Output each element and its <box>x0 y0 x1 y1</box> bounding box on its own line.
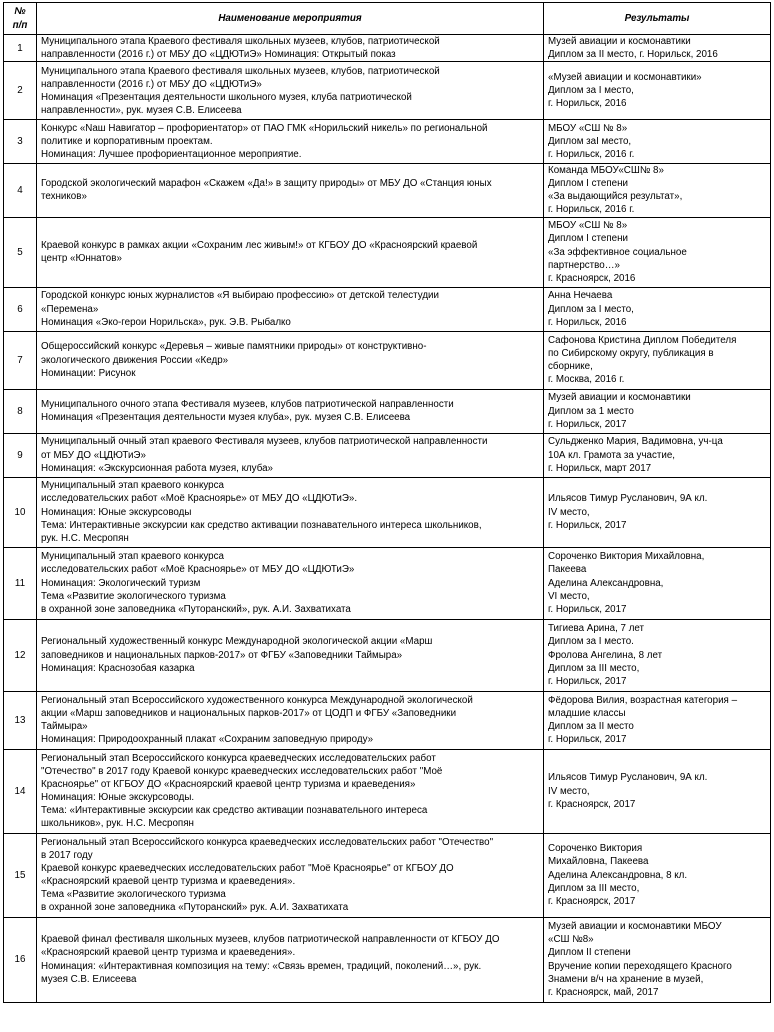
row-number: 9 <box>4 433 37 477</box>
row-number: 3 <box>4 120 37 164</box>
table-row <box>4 917 771 1002</box>
row-number: 5 <box>4 217 37 287</box>
event-name-cell: Муниципального очного этапа Фестиваля музеев, клубов патриотической направленности Номинация «Презентация деятельности музея клуба», рук. музея С.В. Елисеева <box>37 389 544 433</box>
row-number: 11 <box>4 547 37 619</box>
event-name-cell: Краевой финал фестиваля школьных музеев, клубов патриотической направленности от КГБОУ ДО «Красноярский краевой центр туризма и краеведения». Номинация: «Интерактивная композиция на тему: «Связь времен, традиций, поколений…», рук. музея С.В. Елисеева <box>37 917 544 1002</box>
result-cell: Сороченко Виктория Михайловна, Пакеева Аделина Александровна, 8 кл. Диплом за III место, г. Красноярск, 2017 <box>544 833 771 917</box>
row-number: 16 <box>4 917 37 1002</box>
table-row <box>4 691 771 749</box>
result-cell: Анна Нечаева Диплом за I место, г. Норильск, 2016 <box>544 287 771 331</box>
row-number: 10 <box>4 477 37 547</box>
header-number: № п/п <box>4 3 37 35</box>
result-cell: Сороченко Виктория Михайловна, Пакеева Аделина Александровна, VI место, г. Норильск, 2017 <box>544 547 771 619</box>
result-cell: «Музей авиации и космонавтики» Диплом за I место, г. Норильск, 2016 <box>544 62 771 120</box>
result-cell: Ильясов Тимур Русланович, 9А кл. IV место, г. Норильск, 2017 <box>544 477 771 547</box>
row-number: 6 <box>4 287 37 331</box>
table-row <box>4 217 771 287</box>
row-number: 12 <box>4 619 37 691</box>
result-cell: Сульдженко Мария, Вадимовна, уч-ца 10А кл. Грамота за участие, г. Норильск, март 2017 <box>544 433 771 477</box>
table-body <box>4 35 771 1003</box>
event-name-cell: Муниципального этапа Краевого фестиваля школьных музеев, клубов, патриотической направленности (2016 г.) от МБУ ДО «ЦДЮТиЭ» Номинация: Открытый показ <box>37 35 544 62</box>
row-number: 15 <box>4 833 37 917</box>
event-name-cell: Муниципальный этап краевого конкурса исследовательских работ «Моё Красноярье» от МБУ ДО «ЦДЮТиЭ». Номинация: Юные экскурсоводы Тема: Интерактивные экскурсии как средство активации познавательного интереса школьников, рук. Н.С. Месропян <box>37 477 544 547</box>
row-number: 14 <box>4 749 37 833</box>
event-name-cell: Региональный художественный конкурс Международной экологической акции «Марш заповедников и национальных парков-2017» от ФГБУ «Заповедники Таймыра» Номинация: Краснозобая казарка <box>37 619 544 691</box>
result-cell: МБОУ «СШ № 8» Диплом заI место, г. Норильск, 2016 г. <box>544 120 771 164</box>
table-row <box>4 164 771 217</box>
result-cell: Команда МБОУ«СШ№ 8» Диплом I степени «За выдающийся результат», г. Норильск, 2016 г. <box>544 164 771 217</box>
row-number: 13 <box>4 691 37 749</box>
event-name-cell: Региональный этап Всероссийского художественного конкурса Международной экологической акции «Марш заповедников и национальных парков-2017» от ЦОДП и ФГБУ «Заповедники Таймыра» Номинация: Природоохранный плакат «Сохраним заповедную природу» <box>37 691 544 749</box>
table-row <box>4 619 771 691</box>
result-cell: Музей авиации и космонавтики Диплом за 1 место г. Норильск, 2017 <box>544 389 771 433</box>
table-row <box>4 35 771 62</box>
row-number: 4 <box>4 164 37 217</box>
event-name-cell: Городской экологический марафон «Скажем «Да!» в защиту природы» от МБУ ДО «Станция юных техников» <box>37 164 544 217</box>
table-row <box>4 287 771 331</box>
event-name-cell: Муниципального этапа Краевого фестиваля школьных музеев, клубов, патриотической направленности (2016 г.) от МБУ ДО «ЦДЮТиЭ» Номинация «Презентация деятельности школьного музея, клуба патриотической направленности», рук. музея С.В. Елисеева <box>37 62 544 120</box>
row-number: 8 <box>4 389 37 433</box>
result-cell: Фёдорова Вилия, возрастная категория – младшие классы Диплом за II место г. Норильск, 2017 <box>544 691 771 749</box>
event-name-cell: Краевой конкурс в рамках акции «Сохраним лес живым!» от КГБОУ ДО «Красноярский краевой центр «Юннатов» <box>37 217 544 287</box>
event-name-cell: Муниципальный этап краевого конкурса исследовательских работ «Моё Красноярье» от МБУ ДО «ЦДЮТиЭ» Номинация: Экологический туризм Тема «Развитие экологического туризма в охранной зоне заповедника «Путоранский», рук. А.И. Захватихата <box>37 547 544 619</box>
page <box>3 2 770 1003</box>
event-name-cell: Городской конкурс юных журналистов «Я выбираю профессию» от детской телестудии «Перемена» Номинация «Эко-герои Норильска», рук. Э.В. Рыбалко <box>37 287 544 331</box>
result-cell: Ильясов Тимур Русланович, 9А кл. IV место, г. Красноярск, 2017 <box>544 749 771 833</box>
table-row <box>4 433 771 477</box>
result-cell: Музей авиации и космонавтики МБОУ «СШ №8» Диплом II степени Вручение копии переходящего Красного Знамени в/ч на хранение в музей, г. Красноярск, май, 2017 <box>544 917 771 1002</box>
header-results: Результаты <box>544 3 771 35</box>
row-number: 7 <box>4 331 37 389</box>
table-row <box>4 331 771 389</box>
result-cell: МБОУ «СШ № 8» Диплом I степени «За эффективное социальное партнерство…» г. Красноярск, 2016 <box>544 217 771 287</box>
table-row <box>4 477 771 547</box>
table-row <box>4 389 771 433</box>
table-row <box>4 62 771 120</box>
event-name-cell: Региональный этап Всероссийского конкурса краеведческих исследовательских работ "Отечество" в 2017 году Краевой конкурс краеведческих исследовательских работ "Моё Красноярье" от КГБОУ ДО «Красноярский краевой центр туризма и краеведения» Номинация: Юные экскурсоводы. Тема: «Интерактивные экскурсии как средство активации познавательного интереса школьников», рук. Н.С. Месропян <box>37 749 544 833</box>
row-number: 1 <box>4 35 37 62</box>
result-cell: Тигиева Арина, 7 лет Диплом за I место. Фролова Ангелина, 8 лет Диплом за III место, г. Норильск, 2017 <box>544 619 771 691</box>
header-event-name: Наименование мероприятия <box>37 3 544 35</box>
event-name-cell: Региональный этап Всероссийского конкурса краеведческих исследовательских работ "Отечество" в 2017 году Краевой конкурс краеведческих исследовательских работ "Моё Красноярье" от КГБОУ ДО «Красноярский краевой центр туризма и краеведения». Тема «Развитие экологического туризма в охранной зоне заповедника «Путоранский» рук. А.И. Захватихата <box>37 833 544 917</box>
event-name-cell: Конкурс «Nаш Навигатор – профориентатор» от ПАО ГМК «Норильский никель» по региональной политике и корпоративным проектам. Номинация: Лучшее профориентационное мероприятие. <box>37 120 544 164</box>
events-table <box>3 2 771 1003</box>
table-row <box>4 833 771 917</box>
table-row <box>4 547 771 619</box>
result-cell: Сафонова Кристина Диплом Победителя по Сибирскому округу, публикация в сборнике, г. Москва, 2016 г. <box>544 331 771 389</box>
result-cell: Музей авиации и космонавтики Диплом за II место, г. Норильск, 2016 <box>544 35 771 62</box>
table-row <box>4 749 771 833</box>
event-name-cell: Муниципальный очный этап краевого Фестиваля музеев, клубов патриотической направленности от МБУ ДО «ЦДЮТиЭ» Номинация: «Экскурсионная работа музея, клуба» <box>37 433 544 477</box>
event-name-cell: Общероссийский конкурс «Деревья – живые памятники природы» от конструктивно- экологического движения России «Кедр» Номинации: Рисунок <box>37 331 544 389</box>
table-row <box>4 120 771 164</box>
table-header-row <box>4 3 771 35</box>
row-number: 2 <box>4 62 37 120</box>
